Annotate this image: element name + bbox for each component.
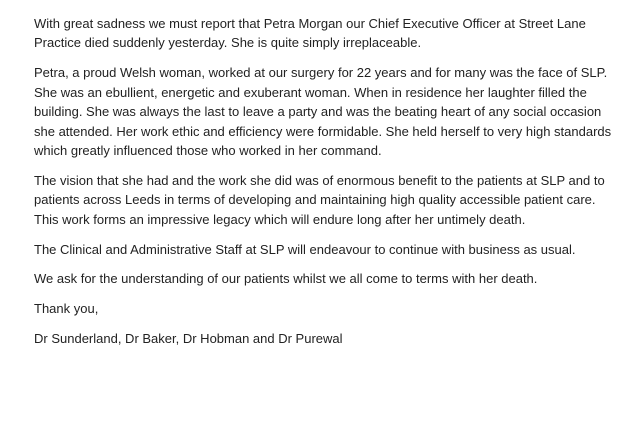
paragraph-continuity	[34, 240, 624, 259]
paragraph-request	[34, 269, 624, 288]
document-body	[34, 14, 624, 359]
text-line: Practice died suddenly yesterday. She is quite simply irreplaceable.	[34, 35, 422, 51]
text-line: With great sadness we must report that Petra Morgan our Chief Executive Officer at Street Lane	[34, 16, 586, 31]
text-line: patients across Leeds in terms of developing and maintaining high quality accessible patient care.	[34, 192, 596, 208]
text-line: We ask for the understanding of our patients whilst we all come to terms with her death.	[34, 271, 538, 287]
paragraph-closing	[34, 299, 624, 318]
text-line: which greatly influenced those who worked in her command.	[34, 142, 382, 158]
text-line: she attended. Her work ethic and efficiency were formidable. She held herself to very high standards	[34, 123, 612, 139]
text-line: The Clinical and Administrative Staff at SLP will endeavour to continue with business as usual.	[34, 241, 576, 257]
text-line: The vision that she had and the work she did was of enormous benefit to the patients at SLP and to	[34, 172, 605, 188]
text-line: Dr Sunderland, Dr Baker, Dr Hobman and Dr Purewal	[34, 331, 343, 347]
text-line: She was an ebullient, energetic and exuberant woman. When in residence her laughter filled the	[34, 84, 587, 100]
text-line: building. She was always the last to leave a party and was the beating heart of any social occasion	[34, 104, 602, 120]
text-line: This work forms an impressive legacy which will endure long after her untimely death.	[34, 211, 526, 227]
paragraph-legacy	[34, 171, 624, 229]
paragraph-announcement	[34, 14, 624, 53]
text-line: Thank you,	[34, 301, 99, 317]
paragraph-signatories	[34, 329, 624, 348]
paragraph-tribute	[34, 63, 624, 160]
text-line: Petra, a proud Welsh woman, worked at our surgery for 22 years and for many was the face of SLP.	[34, 65, 608, 81]
